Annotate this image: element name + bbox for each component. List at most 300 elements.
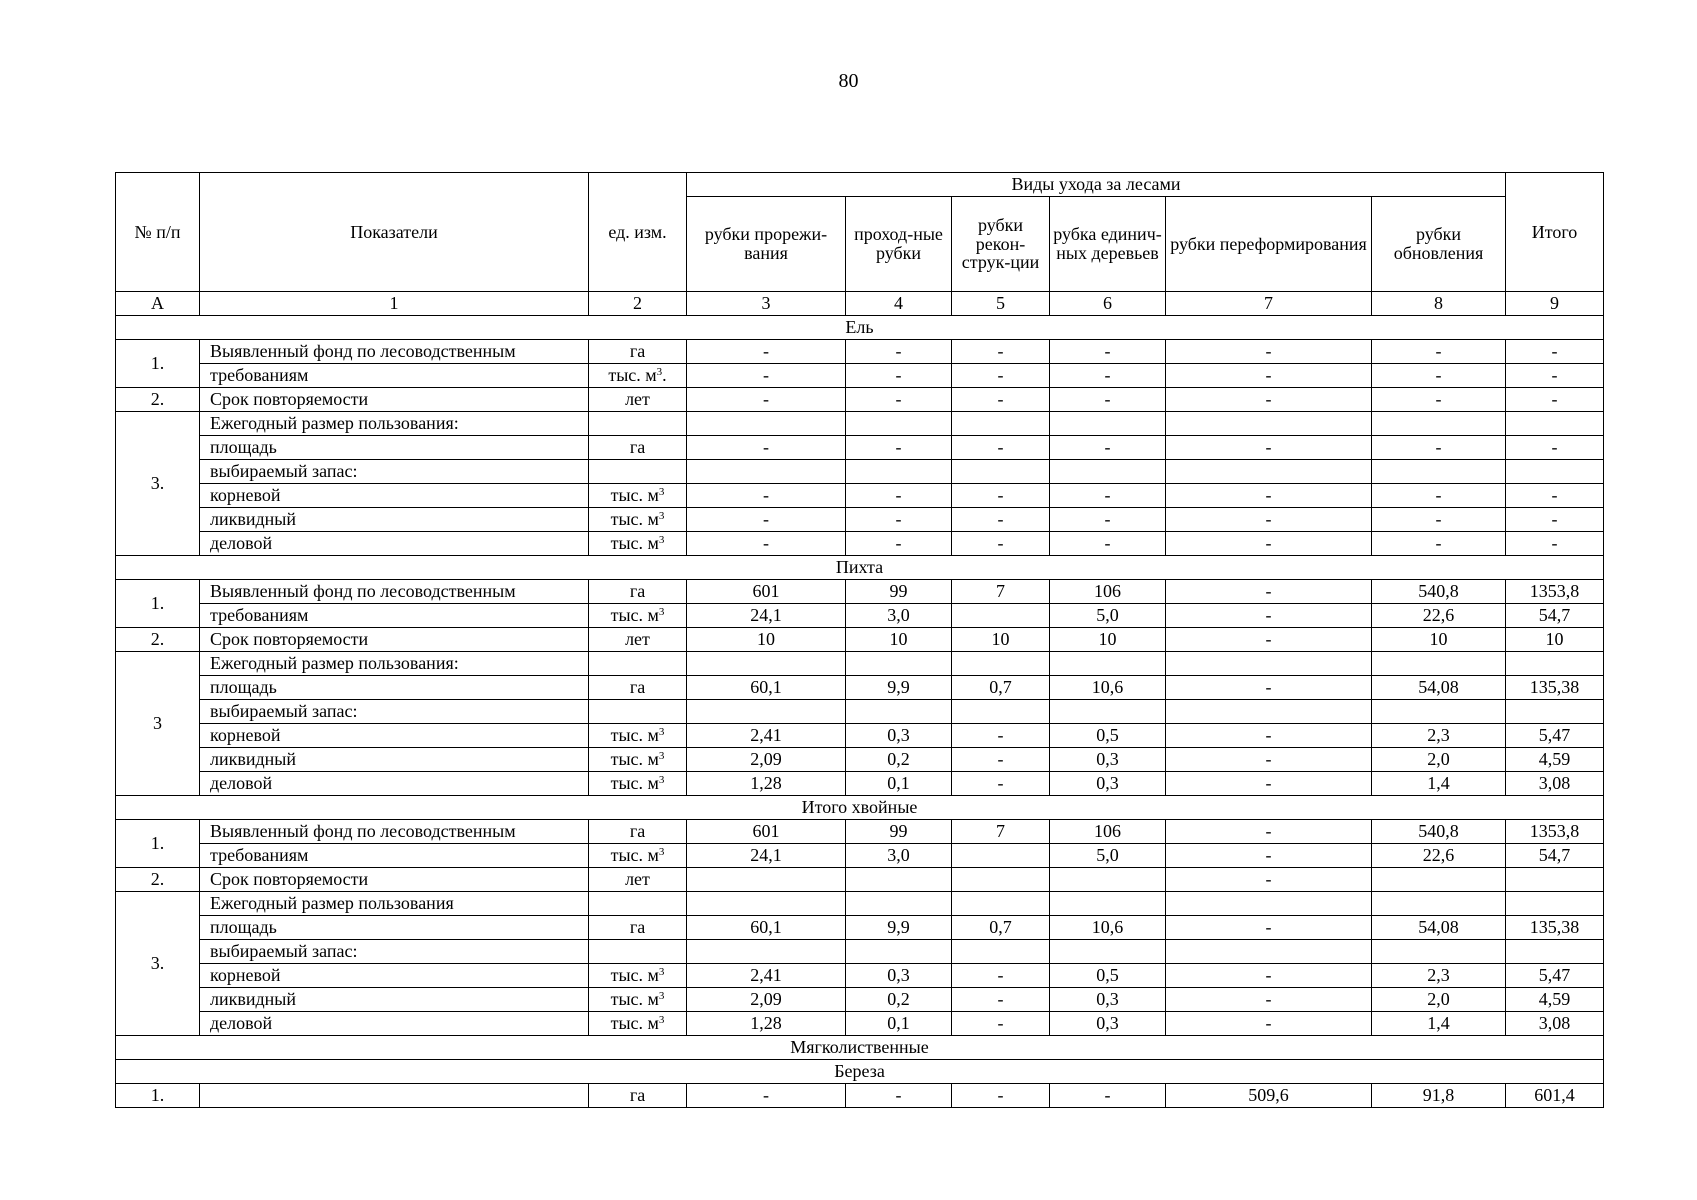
value-cell: -	[1166, 532, 1372, 556]
empty-cell	[952, 652, 1050, 676]
section-subtitle: Береза	[116, 1060, 1604, 1084]
unit-superscript: 3	[658, 774, 665, 787]
indicator-cell	[200, 1084, 589, 1108]
table-row	[116, 580, 1604, 604]
value-cell: -	[1506, 388, 1604, 412]
value-cell: 60,1	[687, 676, 846, 700]
value-cell: -	[687, 436, 846, 460]
value-cell: -	[1372, 340, 1506, 364]
indicator-cell: деловой	[200, 772, 589, 796]
value-cell: 601	[687, 820, 846, 844]
value-cell: -	[1166, 604, 1372, 628]
empty-cell	[1050, 940, 1166, 964]
value-cell: -	[1050, 340, 1166, 364]
empty-cell	[589, 940, 687, 964]
value-cell: 135,38	[1506, 676, 1604, 700]
indicator-cell: Срок повторяемости	[200, 628, 589, 652]
indicator-cell: ликвидный	[200, 508, 589, 532]
header-indicator: Показатели	[200, 173, 589, 292]
value-cell: 2,41	[687, 724, 846, 748]
value-cell: -	[952, 532, 1050, 556]
value-cell: -	[1050, 532, 1166, 556]
empty-cell	[952, 700, 1050, 724]
section-title-row	[116, 316, 1604, 340]
value-cell: -	[1506, 484, 1604, 508]
table-row	[116, 724, 1604, 748]
value-cell: 2,41	[687, 964, 846, 988]
unit-cell	[589, 436, 687, 460]
indicator-cell: выбираемый запас:	[200, 940, 589, 964]
value-cell: -	[1166, 820, 1372, 844]
column-index: 3	[687, 292, 846, 316]
column-index: 1	[200, 292, 589, 316]
value-cell	[952, 604, 1050, 628]
unit-text: тыс. м	[610, 509, 659, 530]
value-cell: 1353,8	[1506, 580, 1604, 604]
value-cell: -	[952, 340, 1050, 364]
empty-cell	[1506, 412, 1604, 436]
value-cell: -	[952, 508, 1050, 532]
value-cell: 54,08	[1372, 916, 1506, 940]
value-cell: -	[687, 532, 846, 556]
value-cell: -	[952, 988, 1050, 1012]
forest-care-table	[115, 172, 1604, 1108]
value-cell: -	[1372, 436, 1506, 460]
value-cell: 106	[1050, 580, 1166, 604]
value-cell: -	[1166, 628, 1372, 652]
value-cell: 54,08	[1372, 676, 1506, 700]
unit-text: га	[629, 677, 646, 698]
indicator-cell: ликвидный	[200, 988, 589, 1012]
value-cell: -	[1372, 532, 1506, 556]
indicator-cell: площадь	[200, 436, 589, 460]
indicator-cell: требованиям	[200, 604, 589, 628]
value-cell: 0,7	[952, 676, 1050, 700]
section-title: Мягколиственные	[116, 1036, 1604, 1060]
value-cell: 5,0	[1050, 844, 1166, 868]
value-cell: 3,0	[846, 604, 952, 628]
value-cell: -	[1166, 964, 1372, 988]
value-cell: 0,3	[846, 964, 952, 988]
value-cell: 9,9	[846, 916, 952, 940]
indicator-cell: Ежегодный размер пользования	[200, 892, 589, 916]
empty-cell	[687, 940, 846, 964]
value-cell	[687, 868, 846, 892]
section-title-row	[116, 796, 1604, 820]
value-cell: -	[1050, 388, 1166, 412]
unit-text: га	[629, 917, 646, 938]
value-cell: 0,3	[846, 724, 952, 748]
table-row	[116, 532, 1604, 556]
table-row	[116, 628, 1604, 652]
value-cell: -	[1166, 988, 1372, 1012]
value-cell: -	[952, 964, 1050, 988]
value-cell: 5,47	[1506, 724, 1604, 748]
empty-cell	[1050, 892, 1166, 916]
table-row	[116, 604, 1604, 628]
empty-cell	[1372, 892, 1506, 916]
empty-cell	[1166, 412, 1372, 436]
value-cell: -	[1166, 508, 1372, 532]
empty-cell	[687, 700, 846, 724]
unit-cell	[589, 604, 687, 628]
value-cell: -	[846, 508, 952, 532]
value-cell: -	[1166, 748, 1372, 772]
row-number: 2.	[116, 388, 200, 412]
unit-cell	[589, 820, 687, 844]
table-row	[116, 868, 1604, 892]
empty-cell	[1166, 700, 1372, 724]
indicator-cell: Срок повторяемости	[200, 868, 589, 892]
column-index: 2	[589, 292, 687, 316]
value-cell: -	[687, 340, 846, 364]
table-row	[116, 460, 1604, 484]
value-cell: -	[952, 364, 1050, 388]
unit-text: тыс. м	[610, 773, 659, 794]
value-cell: 1,28	[687, 772, 846, 796]
unit-cell	[589, 676, 687, 700]
table-row	[116, 772, 1604, 796]
value-cell: -	[952, 724, 1050, 748]
indicator-cell: корневой	[200, 964, 589, 988]
unit-cell	[589, 772, 687, 796]
unit-cell	[589, 1012, 687, 1036]
value-cell: -	[1050, 436, 1166, 460]
value-cell: 10,6	[1050, 916, 1166, 940]
unit-cell	[589, 988, 687, 1012]
value-cell: -	[1050, 484, 1166, 508]
empty-cell	[1050, 652, 1166, 676]
value-cell: 1,4	[1372, 772, 1506, 796]
table-row	[116, 412, 1604, 436]
value-cell: 10	[1506, 628, 1604, 652]
empty-cell	[1372, 700, 1506, 724]
unit-text: лет	[625, 389, 650, 410]
unit-text: тыс. м	[608, 365, 657, 386]
column-index: 9	[1506, 292, 1604, 316]
indicator-cell: выбираемый запас:	[200, 700, 589, 724]
unit-cell	[589, 532, 687, 556]
indicator-cell: требованиям	[200, 844, 589, 868]
empty-cell	[1372, 652, 1506, 676]
empty-cell	[952, 460, 1050, 484]
value-cell: 10	[1372, 628, 1506, 652]
value-cell: -	[952, 436, 1050, 460]
table-row	[116, 820, 1604, 844]
value-cell: -	[1166, 868, 1372, 892]
table-row	[116, 964, 1604, 988]
value-cell: 0,3	[1050, 988, 1166, 1012]
value-cell: 1353,8	[1506, 820, 1604, 844]
header-type: рубки рекон-струк-ции	[952, 197, 1050, 292]
value-cell: 24,1	[687, 844, 846, 868]
value-cell: -	[952, 1084, 1050, 1108]
value-cell: -	[846, 364, 952, 388]
unit-cell	[589, 1084, 687, 1108]
column-index-row	[116, 292, 1604, 316]
empty-cell	[952, 412, 1050, 436]
unit-cell	[589, 388, 687, 412]
unit-text: тыс. м	[610, 989, 659, 1010]
empty-cell	[589, 700, 687, 724]
section-title: Итого хвойные	[116, 796, 1604, 820]
empty-cell	[846, 700, 952, 724]
empty-cell	[1506, 940, 1604, 964]
unit-text: тыс. м	[610, 485, 659, 506]
value-cell: 0,3	[1050, 772, 1166, 796]
unit-text: тыс. м	[610, 1013, 659, 1034]
table-row	[116, 436, 1604, 460]
value-cell: -	[1166, 1012, 1372, 1036]
empty-cell	[1506, 460, 1604, 484]
value-cell: 2,0	[1372, 988, 1506, 1012]
value-cell: -	[1506, 364, 1604, 388]
table-row	[116, 1084, 1604, 1108]
value-cell: -	[1372, 388, 1506, 412]
value-cell: 0,3	[1050, 1012, 1166, 1036]
value-cell: -	[846, 532, 952, 556]
empty-cell	[846, 460, 952, 484]
value-cell	[952, 868, 1050, 892]
value-cell: -	[1166, 676, 1372, 700]
value-cell: 54,7	[1506, 844, 1604, 868]
indicator-cell: Выявленный фонд по лесоводственным	[200, 340, 589, 364]
row-number: 2.	[116, 628, 200, 652]
unit-text: тыс. м	[610, 749, 659, 770]
empty-cell	[952, 940, 1050, 964]
value-cell: -	[1372, 364, 1506, 388]
empty-cell	[687, 460, 846, 484]
indicator-cell: выбираемый запас:	[200, 460, 589, 484]
value-cell: -	[1166, 388, 1372, 412]
value-cell: 60,1	[687, 916, 846, 940]
table-row	[116, 676, 1604, 700]
value-cell: -	[1372, 508, 1506, 532]
unit-text: га	[629, 341, 646, 362]
value-cell: -	[846, 340, 952, 364]
column-index: 6	[1050, 292, 1166, 316]
unit-cell	[589, 628, 687, 652]
value-cell: -	[687, 1084, 846, 1108]
unit-superscript: 3	[658, 534, 665, 547]
indicator-cell: Выявленный фонд по лесоводственным	[200, 820, 589, 844]
header-type: рубки обновления	[1372, 197, 1506, 292]
value-cell: 540,8	[1372, 820, 1506, 844]
table-row	[116, 940, 1604, 964]
table-row	[116, 508, 1604, 532]
header-unit: ед. изм.	[589, 173, 687, 292]
unit-cell	[589, 916, 687, 940]
value-cell: -	[1166, 844, 1372, 868]
value-cell: -	[952, 484, 1050, 508]
value-cell: 0,7	[952, 916, 1050, 940]
unit-cell	[589, 340, 687, 364]
empty-cell	[1372, 460, 1506, 484]
section-title: Ель	[116, 316, 1604, 340]
empty-cell	[1506, 700, 1604, 724]
value-cell: -	[1050, 1084, 1166, 1108]
unit-superscript: 3	[658, 726, 665, 739]
value-cell: 135,38	[1506, 916, 1604, 940]
value-cell: 22,6	[1372, 844, 1506, 868]
table-row	[116, 388, 1604, 412]
unit-dot: .	[662, 365, 667, 386]
table-row	[116, 340, 1604, 364]
value-cell: -	[1166, 340, 1372, 364]
unit-superscript: 3	[658, 510, 665, 523]
row-number: 1.	[116, 820, 200, 868]
unit-superscript: 3	[658, 486, 665, 499]
value-cell: 99	[846, 580, 952, 604]
empty-cell	[1050, 700, 1166, 724]
unit-cell	[589, 580, 687, 604]
value-cell: 0,2	[846, 748, 952, 772]
table-row	[116, 916, 1604, 940]
value-cell: 9,9	[846, 676, 952, 700]
empty-cell	[846, 652, 952, 676]
indicator-cell: корневой	[200, 724, 589, 748]
table-row	[116, 484, 1604, 508]
value-cell: 22,6	[1372, 604, 1506, 628]
unit-superscript: 3	[658, 1014, 665, 1027]
value-cell	[846, 868, 952, 892]
empty-cell	[589, 652, 687, 676]
value-cell	[1506, 868, 1604, 892]
unit-superscript: 3	[658, 750, 665, 763]
value-cell: 601,4	[1506, 1084, 1604, 1108]
empty-cell	[1166, 892, 1372, 916]
empty-cell	[846, 892, 952, 916]
empty-cell	[687, 892, 846, 916]
unit-superscript: 3	[658, 966, 665, 979]
column-index: 5	[952, 292, 1050, 316]
value-cell: 0,3	[1050, 748, 1166, 772]
indicator-cell: корневой	[200, 484, 589, 508]
value-cell: 4,59	[1506, 988, 1604, 1012]
row-number: 1.	[116, 580, 200, 628]
header-care-types: Виды ухода за лесами	[687, 173, 1506, 197]
unit-cell	[589, 364, 687, 388]
empty-cell	[1506, 892, 1604, 916]
section-title-row	[116, 1060, 1604, 1084]
value-cell: -	[846, 484, 952, 508]
value-cell: 1,4	[1372, 1012, 1506, 1036]
table-row	[116, 1012, 1604, 1036]
indicator-cell: Ежегодный размер пользования:	[200, 652, 589, 676]
header-num: № п/п	[116, 173, 200, 292]
unit-superscript: 3	[658, 846, 665, 859]
empty-cell	[589, 892, 687, 916]
value-cell: 5,47	[1506, 964, 1604, 988]
column-index: 8	[1372, 292, 1506, 316]
table-row	[116, 700, 1604, 724]
value-cell: 10,6	[1050, 676, 1166, 700]
value-cell: -	[1372, 484, 1506, 508]
value-cell: -	[687, 388, 846, 412]
header-type: рубка единич-ных деревьев	[1050, 197, 1166, 292]
column-index: 4	[846, 292, 952, 316]
empty-cell	[1372, 412, 1506, 436]
value-cell: -	[846, 388, 952, 412]
table-row	[116, 364, 1604, 388]
header-type: рубки переформирования	[1166, 197, 1372, 292]
unit-text: га	[629, 581, 646, 602]
value-cell: -	[846, 436, 952, 460]
value-cell: 54,7	[1506, 604, 1604, 628]
value-cell: 0,5	[1050, 724, 1166, 748]
unit-text: га	[629, 1085, 646, 1106]
unit-cell	[589, 484, 687, 508]
indicator-cell: площадь	[200, 676, 589, 700]
value-cell: -	[1166, 772, 1372, 796]
value-cell: -	[687, 508, 846, 532]
header-total: Итого	[1506, 173, 1604, 292]
value-cell: -	[952, 388, 1050, 412]
unit-superscript: 3	[658, 990, 665, 1003]
value-cell: 0,5	[1050, 964, 1166, 988]
value-cell: 0,1	[846, 1012, 952, 1036]
value-cell: -	[952, 748, 1050, 772]
unit-text: га	[629, 437, 646, 458]
value-cell: -	[687, 484, 846, 508]
unit-text: лет	[625, 629, 650, 650]
value-cell: 4,59	[1506, 748, 1604, 772]
column-index: А	[116, 292, 200, 316]
value-cell: 0,1	[846, 772, 952, 796]
value-cell: 7	[952, 580, 1050, 604]
unit-text: тыс. м	[610, 533, 659, 554]
value-cell: 3,08	[1506, 772, 1604, 796]
value-cell: 10	[846, 628, 952, 652]
value-cell: -	[1506, 340, 1604, 364]
value-cell: -	[952, 1012, 1050, 1036]
row-number: 3.	[116, 892, 200, 1036]
row-number: 1.	[116, 1084, 200, 1108]
value-cell: 24,1	[687, 604, 846, 628]
value-cell: 99	[846, 820, 952, 844]
value-cell: -	[1166, 436, 1372, 460]
empty-cell	[687, 412, 846, 436]
page-number: 80	[838, 70, 859, 92]
unit-text: га	[629, 821, 646, 842]
value-cell: 2,09	[687, 988, 846, 1012]
value-cell: -	[1506, 532, 1604, 556]
value-cell: 1,28	[687, 1012, 846, 1036]
unit-cell	[589, 964, 687, 988]
value-cell	[1050, 868, 1166, 892]
unit-text: тыс. м	[610, 725, 659, 746]
row-number: 3	[116, 652, 200, 796]
table-row	[116, 748, 1604, 772]
empty-cell	[687, 652, 846, 676]
value-cell: 601	[687, 580, 846, 604]
value-cell	[1372, 868, 1506, 892]
empty-cell	[589, 460, 687, 484]
indicator-cell: деловой	[200, 532, 589, 556]
value-cell: -	[1166, 724, 1372, 748]
unit-cell	[589, 748, 687, 772]
unit-superscript: 3	[658, 606, 665, 619]
value-cell: -	[1506, 508, 1604, 532]
value-cell: -	[1050, 364, 1166, 388]
table-row	[116, 844, 1604, 868]
header-type: проход-ные рубки	[846, 197, 952, 292]
row-number: 2.	[116, 868, 200, 892]
value-cell: -	[1166, 580, 1372, 604]
empty-cell	[1166, 652, 1372, 676]
section-title: Пихта	[116, 556, 1604, 580]
unit-cell	[589, 844, 687, 868]
